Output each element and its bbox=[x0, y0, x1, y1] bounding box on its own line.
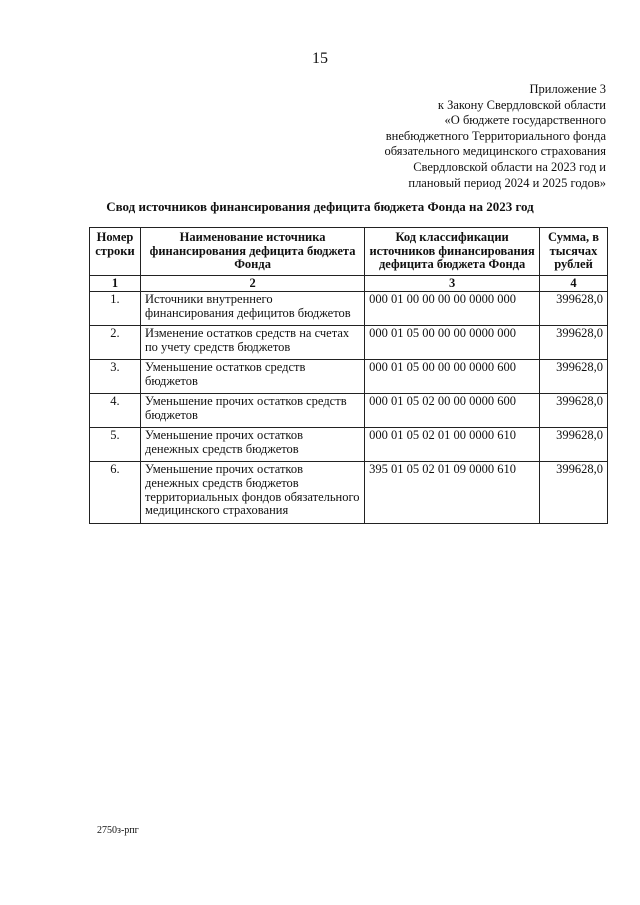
table-row bbox=[90, 360, 608, 394]
row-number: 4. bbox=[90, 394, 141, 428]
source-name: Уменьшение прочих остатков денежных средств бюджетов bbox=[140, 428, 364, 462]
source-name: Уменьшение прочих остатков денежных средств бюджетов территориальных фондов обязательного медицинского страхования bbox=[140, 462, 364, 524]
amount: 399628,0 bbox=[540, 292, 608, 326]
appendix-line: Приложение 3 bbox=[529, 82, 606, 96]
source-name: Уменьшение прочих остатков средств бюджетов bbox=[140, 394, 364, 428]
row-number: 6. bbox=[90, 462, 141, 524]
footer-document-code: 2750з-рпг bbox=[97, 825, 139, 836]
appendix-block bbox=[306, 82, 606, 191]
appendix-line: «О бюджете государственного bbox=[444, 113, 606, 128]
header-classification-code: Код классификации источников финансирования дефицита бюджета Фонда bbox=[365, 228, 540, 276]
table-row bbox=[90, 394, 608, 428]
source-name: Изменение остатков средств на счетах по учету средств бюджетов bbox=[140, 326, 364, 360]
source-name: Уменьшение остатков средств бюджетов bbox=[140, 360, 364, 394]
amount: 399628,0 bbox=[540, 360, 608, 394]
table-header-row bbox=[90, 228, 608, 276]
table-row bbox=[90, 428, 608, 462]
classification-code: 000 01 00 00 00 00 0000 000 bbox=[365, 292, 540, 326]
source-name: Источники внутреннего финансирования дефицитов бюджетов bbox=[140, 292, 364, 326]
column-number-row bbox=[90, 275, 608, 292]
header-row-number: Номер строки bbox=[90, 228, 141, 276]
page-number: 15 bbox=[312, 50, 328, 67]
column-number: 4 bbox=[540, 275, 608, 292]
classification-code: 395 01 05 02 01 09 0000 610 bbox=[365, 462, 540, 524]
sources-table bbox=[89, 227, 608, 524]
classification-code: 000 01 05 00 00 00 0000 600 bbox=[365, 360, 540, 394]
classification-code: 000 01 05 02 00 00 0000 600 bbox=[365, 394, 540, 428]
amount: 399628,0 bbox=[540, 462, 608, 524]
table-row bbox=[90, 292, 608, 326]
appendix-line: Свердловской области на 2023 год и bbox=[413, 159, 606, 174]
classification-code: 000 01 05 00 00 00 0000 000 bbox=[365, 326, 540, 360]
row-number: 3. bbox=[90, 360, 141, 394]
amount: 399628,0 bbox=[540, 326, 608, 360]
classification-code: 000 01 05 02 01 00 0000 610 bbox=[365, 428, 540, 462]
amount: 399628,0 bbox=[540, 394, 608, 428]
column-number: 2 bbox=[140, 275, 364, 292]
row-number: 1. bbox=[90, 292, 141, 326]
appendix-line: обязательного медицинского страхования bbox=[384, 144, 606, 159]
row-number: 2. bbox=[90, 326, 141, 360]
header-amount: Сумма, в тысячах рублей bbox=[540, 228, 608, 276]
header-source-name: Наименование источника финансирования дефицита бюджета Фонда bbox=[140, 228, 364, 276]
amount: 399628,0 bbox=[540, 428, 608, 462]
appendix-line: к Закону Свердловской области bbox=[437, 97, 606, 112]
table-row bbox=[90, 462, 608, 524]
row-number: 5. bbox=[90, 428, 141, 462]
column-number: 3 bbox=[365, 275, 540, 292]
appendix-line: плановый период 2024 и 2025 годов» bbox=[408, 175, 606, 190]
table-row bbox=[90, 326, 608, 360]
column-number: 1 bbox=[90, 275, 141, 292]
appendix-line: внебюджетного Территориального фонда bbox=[385, 128, 606, 143]
document-title: Свод источников финансирования дефицита бюджета Фонда на 2023 год bbox=[106, 199, 534, 214]
